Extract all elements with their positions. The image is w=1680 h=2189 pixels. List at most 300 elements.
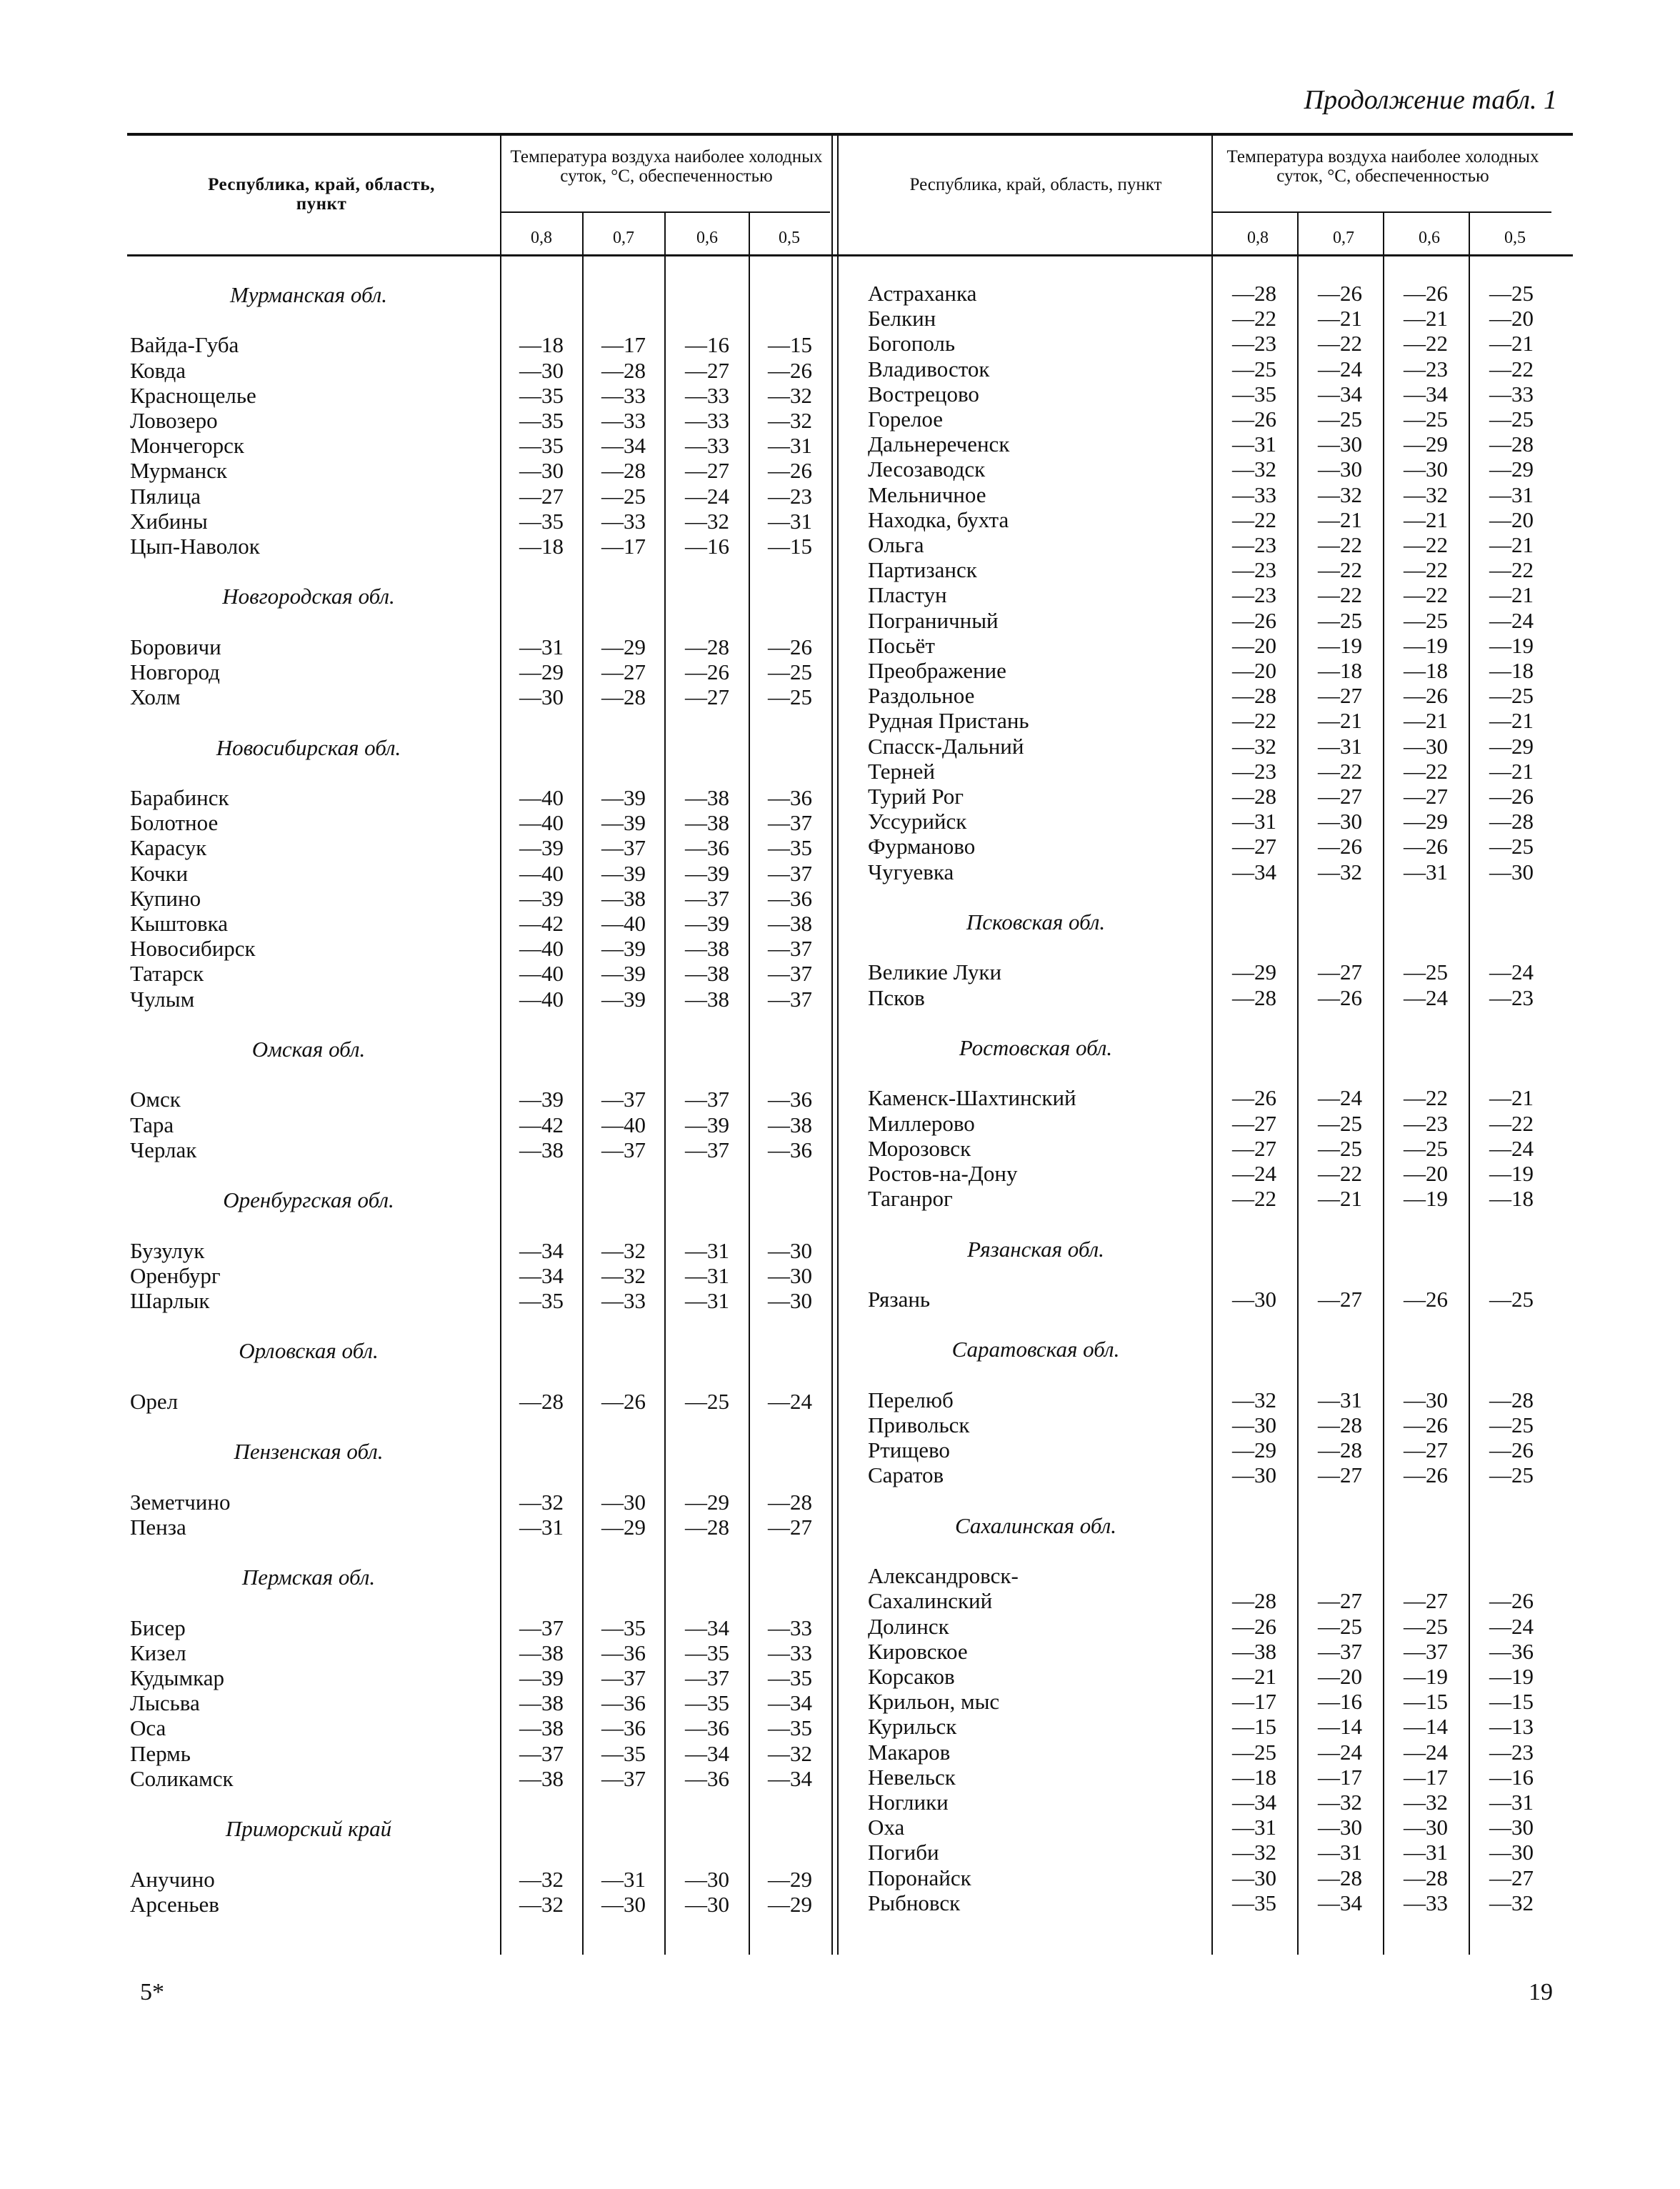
place-name: Пограничный	[868, 607, 999, 633]
place-name: Соликамск	[130, 1765, 234, 1791]
place-name: Черлак	[130, 1137, 197, 1162]
temp-cell-06: —22	[1404, 532, 1448, 557]
place-name: Земетчино	[130, 1489, 231, 1515]
temp-cell-08: —23	[1232, 582, 1276, 608]
temp-cell-06: —27	[1404, 1437, 1448, 1463]
temp-cell-05: —33	[1489, 381, 1534, 407]
temp-cell-06: —37	[685, 1665, 729, 1690]
temp-cell-08: —27	[1232, 1110, 1276, 1136]
temp-cell-05: —26	[768, 458, 812, 484]
temp-cell-05: —25	[768, 659, 812, 684]
temp-cell-06: —31	[685, 1288, 729, 1313]
temp-cell-07: —32	[601, 1237, 646, 1263]
temp-cell-05: —18	[1489, 658, 1534, 683]
table-row	[0, 1689, 1680, 1714]
temp-cell-08: —20	[1232, 632, 1276, 658]
temp-cell-07: —22	[1318, 557, 1362, 583]
temp-cell-05: —31	[1489, 482, 1534, 507]
temp-cell-06: —34	[1404, 381, 1448, 407]
temp-cell-08: —30	[519, 458, 564, 484]
temp-cell-07: —22	[1318, 582, 1362, 608]
table-row	[0, 1085, 1680, 1110]
place-name: Долинск	[868, 1613, 949, 1639]
table-top-rule	[127, 133, 1573, 136]
region-name: Сахалинская обл.	[955, 1512, 1116, 1538]
temp-cell-06: —18	[1404, 658, 1448, 683]
table-row	[0, 532, 1680, 557]
temp-cell-07: —30	[1318, 457, 1362, 482]
temp-cell-05: —18	[1489, 1186, 1534, 1212]
temp-cell-07: —33	[601, 382, 646, 408]
temp-cell-08: —38	[519, 1690, 564, 1716]
place-name: Омск	[130, 1087, 181, 1112]
place-name: Мельничное	[868, 482, 986, 507]
temp-cell-08: —31	[519, 634, 564, 659]
temp-cell-06: —24	[1404, 1739, 1448, 1765]
place-name: Терней	[868, 758, 935, 784]
temp-cell-08: —38	[519, 1640, 564, 1665]
temp-cell-07: —37	[601, 1087, 646, 1112]
temp-cell-06: —29	[1404, 809, 1448, 834]
temp-cell-06: —33	[1404, 1890, 1448, 1915]
temp-cell-06: —31	[1404, 859, 1448, 884]
temp-cell-08: —39	[519, 1087, 564, 1112]
place-name: Оха	[868, 1815, 905, 1840]
temp-cell-05: —23	[768, 483, 812, 509]
temp-cell-05: —28	[1489, 432, 1534, 457]
temp-cell-06: —26	[1404, 683, 1448, 709]
temp-cell-08: —40	[519, 936, 564, 962]
temp-cell-07: —21	[1318, 306, 1362, 331]
table-row	[0, 1111, 1680, 1136]
place-name: Невельск	[868, 1764, 956, 1790]
place-name: Фурманово	[868, 834, 976, 859]
region-name: Приморский край	[225, 1816, 392, 1842]
temp-cell-06: —39	[685, 911, 729, 936]
temp-cell-08: —27	[1232, 834, 1276, 859]
table-row	[0, 1263, 1680, 1288]
place-name: Перелюб	[868, 1387, 954, 1412]
temp-cell-05: —23	[1489, 984, 1534, 1010]
temp-cell-05: —26	[1489, 1588, 1534, 1614]
temp-cell-08: —31	[1232, 432, 1276, 457]
temp-cell-05: —23	[1489, 1739, 1534, 1765]
temp-cell-08: —24	[1232, 1161, 1276, 1186]
temp-cell-06: —37	[1404, 1638, 1448, 1664]
region-heading	[0, 1237, 1680, 1262]
table-row	[0, 683, 1680, 708]
place-name: Кыштовка	[130, 911, 229, 936]
temp-cell-05: —22	[1489, 1110, 1534, 1136]
temp-cell-06: —23	[1404, 1110, 1448, 1136]
temp-cell-08: —28	[1232, 984, 1276, 1010]
temp-cell-05: —21	[1489, 758, 1534, 784]
temp-cell-05: —30	[768, 1288, 812, 1313]
temp-cell-08: —26	[1232, 407, 1276, 432]
temp-cell-07: —27	[1318, 1462, 1362, 1488]
temp-cell-06: —29	[685, 1489, 729, 1515]
temp-cell-08: —32	[1232, 457, 1276, 482]
temp-cell-06: —32	[685, 508, 729, 534]
temp-cell-08: —31	[1232, 809, 1276, 834]
table-row	[0, 356, 1680, 382]
temp-cell-05: —37	[768, 860, 812, 886]
temp-cell-07: —18	[1318, 658, 1362, 683]
temp-cell-08: —34	[519, 1262, 564, 1288]
temp-cell-05: —37	[768, 961, 812, 987]
temp-cell-05: —21	[1489, 708, 1534, 734]
temp-cell-08: —31	[519, 1514, 564, 1540]
temp-cell-08: —20	[1232, 658, 1276, 683]
temp-cell-08: —35	[519, 382, 564, 408]
temp-cell-06: —26	[685, 659, 729, 684]
temp-cell-05: —24	[768, 1388, 812, 1414]
temp-cell-06: —25	[1404, 607, 1448, 633]
temp-cell-05: —36	[768, 785, 812, 810]
temp-cell-07: —22	[1318, 532, 1362, 557]
temp-cell-05: —31	[768, 433, 812, 459]
temp-cell-07: —35	[601, 1740, 646, 1766]
temp-cell-05: —21	[1489, 1085, 1534, 1111]
page-number: 19	[1529, 1979, 1553, 2005]
place-name: Александровск-	[868, 1563, 1019, 1589]
temp-cell-08: —35	[1232, 1890, 1276, 1915]
temp-cell-06: —37	[685, 1087, 729, 1112]
temp-cell-08: —28	[1232, 784, 1276, 809]
temp-cell-07: —36	[601, 1640, 646, 1665]
place-name: Рыбновск	[868, 1890, 961, 1915]
temp-cell-08: —29	[1232, 959, 1276, 985]
temp-cell-08: —35	[519, 1288, 564, 1313]
temp-cell-08: —30	[1232, 1287, 1276, 1312]
place-name: Великие Луки	[868, 959, 1002, 985]
temp-cell-05: —30	[768, 1262, 812, 1288]
temp-cell-06: —33	[685, 408, 729, 433]
temp-cell-05: —24	[1489, 959, 1534, 985]
place-name: Новосибирск	[130, 936, 256, 962]
place-name: Шарлык	[130, 1288, 210, 1313]
table-row	[0, 482, 1680, 507]
temp-cell-06: —26	[1404, 834, 1448, 859]
temp-cell-07: —39	[601, 860, 646, 886]
region-name: Мурманская обл.	[229, 282, 388, 307]
temp-cell-08: —32	[519, 1891, 564, 1917]
temp-cell-05: —27	[768, 1514, 812, 1540]
temp-cell-05: —21	[1489, 532, 1534, 557]
place-name: Тара	[130, 1112, 174, 1137]
temp-cell-05: —35	[768, 1665, 812, 1690]
temp-cell-07: —17	[1318, 1764, 1362, 1790]
place-name: Мурманск	[130, 458, 227, 484]
temp-cell-07: —40	[601, 1112, 646, 1137]
temp-cell-08: —28	[1232, 1588, 1276, 1614]
temp-cell-07: —39	[601, 785, 646, 810]
temp-cell-08: —28	[1232, 683, 1276, 709]
temp-cell-08: —42	[519, 911, 564, 936]
temp-cell-06: —30	[1404, 1387, 1448, 1412]
temp-cell-05: —30	[1489, 1815, 1534, 1840]
temp-cell-05: —37	[768, 986, 812, 1012]
temp-cell-07: —37	[601, 1765, 646, 1791]
temp-cell-06: —35	[685, 1640, 729, 1665]
temp-cell-06: —23	[1404, 356, 1448, 382]
place-name: Чулым	[130, 986, 195, 1012]
place-name: Астраханка	[868, 281, 977, 306]
place-name: Поронайск	[868, 1865, 971, 1890]
place-name: Бузулук	[130, 1237, 205, 1263]
temp-cell-06: —30	[685, 1891, 729, 1917]
temp-cell-06: —35	[685, 1690, 729, 1716]
header-name-left: Республика, край, область, пункт	[208, 175, 435, 214]
table-header-bottom-rule	[127, 254, 1573, 256]
temp-cell-05: —36	[768, 1087, 812, 1112]
temp-cell-07: —21	[1318, 1186, 1362, 1212]
temp-cell-05: —16	[1489, 1764, 1534, 1790]
place-name: Татарск	[130, 961, 204, 987]
region-name: Саратовская обл.	[951, 1337, 1120, 1362]
temp-cell-07: —25	[1318, 1110, 1362, 1136]
place-name: Находка, бухта	[868, 507, 1009, 532]
region-name: Рязанская обл.	[967, 1236, 1104, 1262]
temp-cell-06: —32	[1404, 1790, 1448, 1815]
place-name: Миллерово	[868, 1110, 975, 1136]
temp-cell-05: —36	[768, 885, 812, 911]
place-name: Вайда-Губа	[130, 332, 239, 358]
temp-cell-08: —34	[1232, 859, 1276, 884]
temp-cell-06: —34	[685, 1615, 729, 1640]
temp-cell-05: —32	[768, 408, 812, 433]
temp-cell-07: —26	[1318, 984, 1362, 1010]
subheader-left-0.8: 0,8	[531, 229, 552, 247]
temp-cell-06: —36	[685, 835, 729, 861]
temp-cell-05: —19	[1489, 1664, 1534, 1689]
region-heading	[0, 1513, 1680, 1538]
temp-cell-06: —25	[1404, 1613, 1448, 1639]
temp-cell-05: —25	[1489, 407, 1534, 432]
region-name: Омская обл.	[251, 1037, 366, 1062]
temp-cell-05: —26	[768, 634, 812, 659]
temp-cell-08: —38	[519, 1715, 564, 1741]
temp-cell-07: —39	[601, 961, 646, 987]
temp-cell-08: —40	[519, 860, 564, 886]
temp-cell-05: —36	[1489, 1638, 1534, 1664]
header-subrule-right	[1211, 211, 1551, 213]
temp-cell-07: —14	[1318, 1714, 1362, 1740]
temp-cell-08: —22	[1232, 1186, 1276, 1212]
temp-cell-07: —26	[601, 1388, 646, 1414]
temp-cell-05: —35	[768, 1715, 812, 1741]
temp-cell-07: —27	[1318, 784, 1362, 809]
temp-cell-06: —22	[1404, 331, 1448, 356]
temp-cell-05: —22	[1489, 356, 1534, 382]
place-name: Ноглики	[868, 1790, 949, 1815]
temp-cell-07: —37	[601, 1137, 646, 1162]
temp-cell-05: —32	[768, 382, 812, 408]
temp-cell-06: —28	[1404, 1865, 1448, 1890]
temp-cell-06: —19	[1404, 1664, 1448, 1689]
table-row	[0, 1287, 1680, 1312]
temp-cell-06: —30	[1404, 1815, 1448, 1840]
temp-cell-06: —39	[685, 860, 729, 886]
table-row	[0, 1563, 1680, 1588]
temp-cell-07: —28	[1318, 1412, 1362, 1437]
region-name: Орловская обл.	[239, 1338, 379, 1364]
temp-cell-06: —26	[1404, 1462, 1448, 1488]
place-name: Уссурийск	[868, 809, 967, 834]
place-name: Оса	[130, 1715, 166, 1741]
temp-cell-08: —26	[1232, 1613, 1276, 1639]
table-row	[0, 1865, 1680, 1890]
temp-cell-07: —32	[601, 1262, 646, 1288]
place-name: Болотное	[130, 810, 219, 836]
temp-cell-07: —37	[601, 835, 646, 861]
temp-cell-06: —36	[685, 1715, 729, 1741]
place-name: Карасук	[130, 835, 207, 861]
place-name: Ловозеро	[130, 408, 218, 433]
temp-cell-08: —38	[519, 1137, 564, 1162]
temp-cell-06: —34	[685, 1740, 729, 1766]
temp-cell-06: —39	[685, 1112, 729, 1137]
temp-cell-05: —30	[1489, 859, 1534, 884]
temp-cell-05: —29	[768, 1866, 812, 1892]
temp-cell-07: —26	[1318, 281, 1362, 306]
temp-cell-05: —24	[1489, 607, 1534, 633]
place-name: Ртищево	[868, 1437, 950, 1463]
temp-cell-08: —32	[1232, 1387, 1276, 1412]
temp-cell-08: —32	[1232, 733, 1276, 759]
temp-cell-08: —22	[1232, 507, 1276, 532]
temp-cell-07: —35	[601, 1615, 646, 1640]
temp-cell-08: —29	[1232, 1437, 1276, 1463]
temp-cell-05: —35	[768, 835, 812, 861]
temp-cell-06: —26	[1404, 1287, 1448, 1312]
temp-cell-06: —17	[1404, 1764, 1448, 1790]
temp-cell-06: —31	[1404, 1840, 1448, 1865]
temp-cell-07: —24	[1318, 356, 1362, 382]
temp-cell-06: —25	[1404, 407, 1448, 432]
temp-cell-05: —32	[1489, 1890, 1534, 1915]
region-name: Новосибирская обл.	[216, 734, 401, 760]
temp-cell-08: —28	[1232, 281, 1276, 306]
temp-cell-08: —29	[519, 659, 564, 684]
temp-cell-06: —29	[1404, 432, 1448, 457]
temp-cell-08: —42	[519, 1112, 564, 1137]
table-row	[0, 886, 1680, 911]
subheader-left-0.7: 0,7	[613, 229, 634, 247]
temp-cell-07: —22	[1318, 758, 1362, 784]
place-name: Погиби	[868, 1840, 939, 1865]
temp-cell-08: —37	[519, 1615, 564, 1640]
table-row	[0, 306, 1680, 331]
temp-cell-08: —31	[1232, 1815, 1276, 1840]
temp-cell-05: —20	[1489, 507, 1534, 532]
temp-cell-07: —30	[601, 1489, 646, 1515]
table-row	[0, 959, 1680, 987]
temp-cell-06: —37	[685, 1137, 729, 1162]
temp-cell-05: —15	[768, 534, 812, 559]
temp-cell-06: —22	[1404, 1085, 1448, 1111]
temp-cell-06: —26	[1404, 281, 1448, 306]
place-name: Рязань	[868, 1287, 931, 1312]
temp-cell-08: —35	[1232, 381, 1276, 407]
place-name: Барабинск	[130, 785, 229, 810]
temp-cell-06: —25	[1404, 1135, 1448, 1161]
temp-cell-07: —28	[601, 458, 646, 484]
temp-cell-06: —24	[1404, 984, 1448, 1010]
temp-cell-08: —30	[1232, 1412, 1276, 1437]
temp-cell-07: —34	[1318, 1890, 1362, 1915]
temp-cell-07: —33	[601, 1288, 646, 1313]
footer-left: 5*	[140, 1979, 164, 2005]
table-row	[0, 557, 1680, 582]
region-heading	[0, 909, 1680, 934]
temp-cell-08: —25	[1232, 356, 1276, 382]
temp-cell-05: —22	[1489, 557, 1534, 583]
temp-cell-08: —30	[519, 684, 564, 710]
place-name: Купино	[130, 885, 201, 911]
temp-cell-07: —31	[1318, 733, 1362, 759]
temp-cell-08: —38	[519, 1765, 564, 1791]
place-name: Ольга	[868, 532, 924, 557]
temp-cell-05: —29	[1489, 457, 1534, 482]
place-name: Цып-Наволок	[130, 534, 260, 559]
place-name: Чугуевка	[868, 859, 954, 884]
place-name: Владивосток	[868, 356, 990, 382]
temp-cell-05: —19	[1489, 1161, 1534, 1186]
table-row	[0, 1890, 1680, 1915]
table-row	[0, 834, 1680, 859]
place-name: Оренбург	[130, 1262, 221, 1288]
temp-cell-05: —28	[768, 1489, 812, 1515]
temp-cell-08: —34	[1232, 1790, 1276, 1815]
region-name: Пензенская обл.	[234, 1439, 384, 1465]
place-name: Спасск-Дальний	[868, 733, 1024, 759]
temp-cell-08: —35	[519, 408, 564, 433]
temp-cell-07: —21	[1318, 507, 1362, 532]
temp-cell-07: —22	[1318, 331, 1362, 356]
temp-cell-05: —28	[1489, 1387, 1534, 1412]
temp-cell-05: —34	[768, 1690, 812, 1716]
temp-cell-08: —40	[519, 785, 564, 810]
place-name: Новгород	[130, 659, 220, 684]
temp-cell-07: —36	[601, 1715, 646, 1741]
table-row	[0, 1790, 1680, 1815]
place-name: Орел	[130, 1388, 179, 1414]
temp-cell-05: —31	[1489, 1790, 1534, 1815]
temp-cell-05: —28	[1489, 809, 1534, 834]
table-row	[0, 1840, 1680, 1865]
table-row	[0, 1639, 1680, 1664]
table-row	[0, 432, 1680, 457]
temp-cell-07: —17	[601, 332, 646, 358]
temp-cell-05: —20	[1489, 306, 1534, 331]
temp-cell-06: —28	[685, 1514, 729, 1540]
temp-cell-07: —25	[1318, 1613, 1362, 1639]
place-name: Пермь	[130, 1740, 191, 1766]
temp-cell-05: —26	[1489, 1437, 1534, 1463]
place-name: Пенза	[130, 1514, 186, 1540]
table-row	[0, 1614, 1680, 1639]
temp-cell-07: —20	[1318, 1664, 1362, 1689]
place-name: Белкин	[868, 306, 936, 331]
temp-cell-07: —40	[601, 911, 646, 936]
place-name: Рудная Пристань	[868, 708, 1029, 734]
place-name: Вострецово	[868, 381, 979, 407]
region-name: Пермская обл.	[241, 1565, 376, 1590]
temp-cell-05: —24	[1489, 1613, 1534, 1639]
table-row	[0, 1387, 1680, 1412]
temp-cell-06: —38	[685, 986, 729, 1012]
